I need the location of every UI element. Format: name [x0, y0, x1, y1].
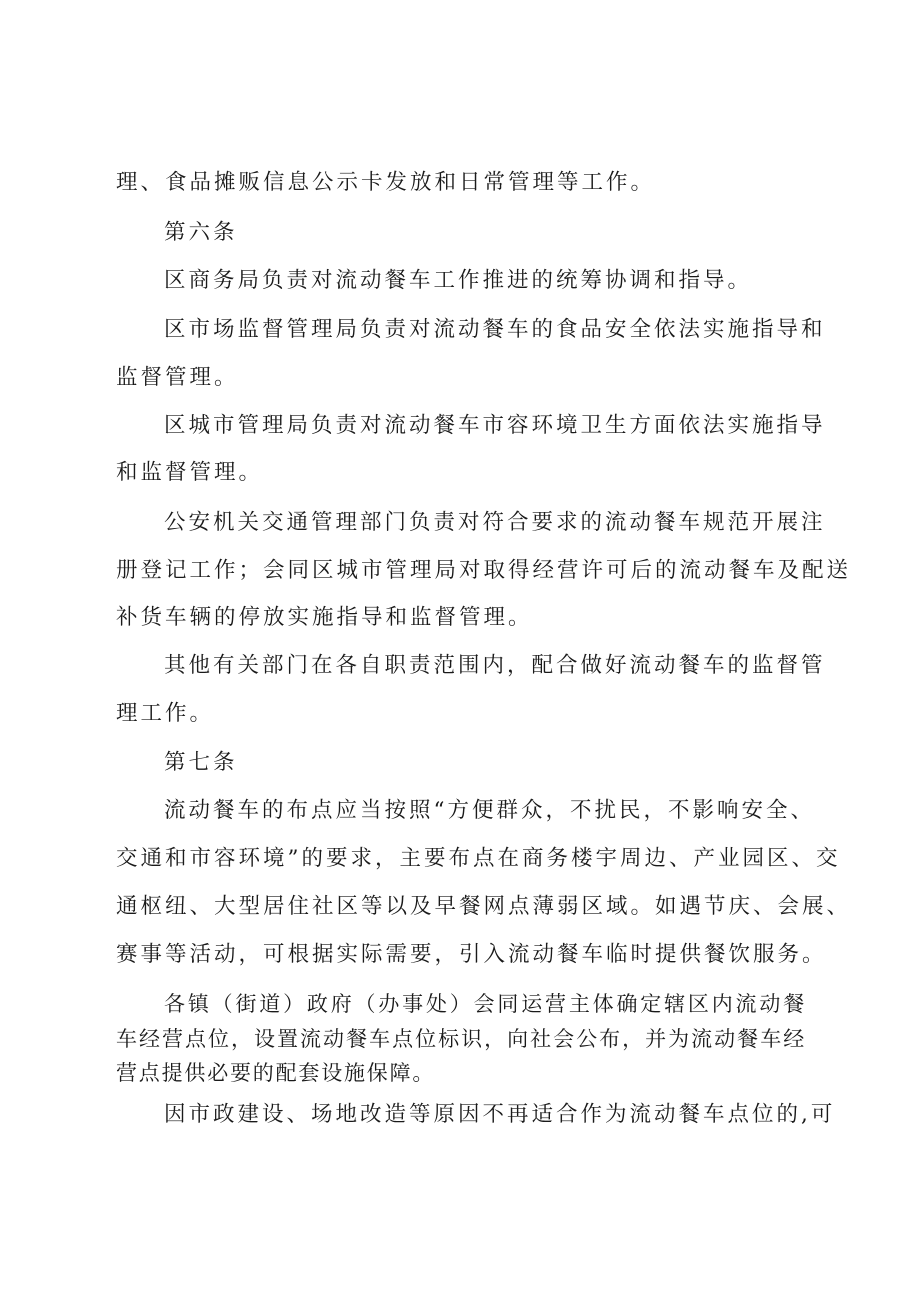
- text-line: 区商务局负责对流动餐车工作推进的统筹协调和指导。: [164, 268, 753, 293]
- text-line: 因市政建设、场地改造等原因不再适合作为流动餐车点位的,可: [164, 1102, 836, 1127]
- text-line: 区城市管理局负责对流动餐车市容环境卫生方面依法实施指导: [164, 413, 826, 438]
- text-line: 理工作。: [116, 701, 215, 726]
- text-line: 册登记工作；会同区城市管理局对取得经营许可后的流动餐车及配送: [116, 558, 852, 583]
- text-line: 交通和市容环境”的要求，主要布点在商务楼宇周边、产业园区、交: [116, 846, 841, 871]
- text-line: 补货车辆的停放实施指导和监督管理。: [116, 605, 533, 630]
- article-heading: 第六条: [164, 220, 238, 245]
- text-line: 流动餐车的布点应当按照“方便群众，不扰民，不影响安全、: [164, 798, 815, 823]
- text-line: 理、食品摊贩信息公示卡发放和日常管理等工作。: [116, 170, 656, 195]
- text-line: 营点提供必要的配套设施保障。: [116, 1061, 436, 1085]
- text-line: 监督管理。: [116, 365, 239, 390]
- text-line: 赛事等活动，可根据实际需要，引入流动餐车临时提供餐饮服务。: [116, 942, 827, 967]
- text-line: 通枢纽、大型居住社区等以及早餐网点薄弱区域。如遇节庆、会展、: [116, 894, 852, 919]
- text-line: 各镇（街道）政府（办事处）会同运营主体确定辖区内流动餐: [164, 992, 806, 1016]
- text-line: 区市场监督管理局负责对流动餐车的食品安全依法实施指导和: [164, 317, 826, 342]
- text-line: 车经营点位，设置流动餐车点位标识，向社会公布，并为流动餐车经: [116, 1027, 806, 1051]
- text-line: 其他有关部门在各自职责范围内，配合做好流动餐车的监督管: [164, 653, 826, 678]
- text-line: 和监督管理。: [116, 460, 264, 485]
- text-line: 公安机关交通管理部门负责对符合要求的流动餐车规范开展注: [164, 510, 826, 535]
- article-heading: 第七条: [164, 750, 238, 775]
